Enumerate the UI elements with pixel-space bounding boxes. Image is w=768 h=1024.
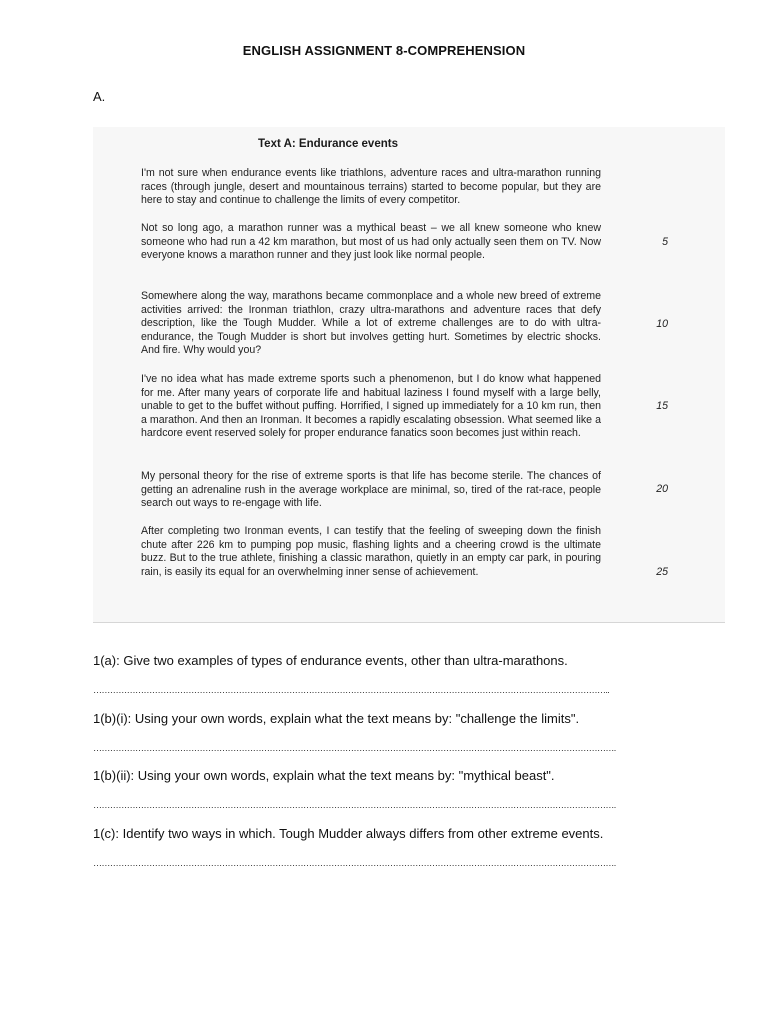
answer-line-1b-ii[interactable]: ……………………………………………………………………………………………………………………………………………………………………. bbox=[93, 800, 616, 810]
line-number: 10 bbox=[656, 318, 668, 330]
question-1a: 1(a): Give two examples of types of endurance events, other than ultra-marathons. bbox=[93, 653, 568, 668]
paragraph-1: I'm not sure when endurance events like triathlons, adventure races and ultra-marathon running races (through jungle, desert and mountainous terrains) started to become popular, but they are here to stay and continue to challenge the limits of every competitor. bbox=[141, 167, 601, 207]
paragraph-6: After completing two Ironman events, I can testify that the feeling of sweeping down the finish chute after 226 km to pumping pop music, flashing lights and a cheering crowd is the ultimate buzz. But to the true athlete, finishing a classic marathon, quietly in an empty car park, in pouring rain, is easily its equal for an overwhelming inner sense of achievement. bbox=[141, 525, 601, 578]
paragraph-5: My personal theory for the rise of extreme sports is that life has become sterile. The chances of getting an adrenaline rush in the average workplace are minimal, so, tired of the rat-race, people search out ways to re-engage with life. bbox=[141, 470, 601, 510]
answer-line-1b-i[interactable]: ……………………………………………………………………………………………………………………………………………………………………. bbox=[93, 743, 616, 753]
paragraph-2: Not so long ago, a marathon runner was a mythical beast – we all knew someone who knew someone who had run a 42 km marathon, but most of us had only actually seen them on TV. Now everyone knows a marathon runner and they just look like normal people. bbox=[141, 222, 601, 262]
answer-line-1a[interactable]: ………………………………………………………………………………………………………………………………………………………………….. bbox=[93, 685, 610, 695]
paragraph-4: I've no idea what has made extreme sports such a phenomenon, but I do know what happened for me. After many years of corporate life and habitual laziness I found myself with a large belly, unable to get to the buffet without puffing. Horrified, I signed up immediately for a 10 km run, then a marathon. And then an Ironman. It becomes a rapidly escalating obsession. What seemed like a hardcore event reserved solely for proper endurance fanatics soon becomes just within reach. bbox=[141, 373, 601, 440]
text-a-title: Text A: Endurance events bbox=[258, 138, 398, 150]
text-a-scan bbox=[93, 127, 725, 623]
question-1b-i: 1(b)(i): Using your own words, explain what the text means by: "challenge the limits". bbox=[93, 711, 580, 726]
line-number: 15 bbox=[656, 400, 668, 412]
line-number: 25 bbox=[656, 566, 668, 578]
paragraph-3: Somewhere along the way, marathons became commonplace and a whole new breed of extreme activities arrived: the Ironman triathlon, crazy ultra-marathons and adventure races that defy description, like the Tough Mudder. While a lot of extreme challenges are to do with ultra-endurance, the Tough Mudder is short but involves getting hurt. Sometimes by electric shocks. And fire. Why would you? bbox=[141, 290, 601, 357]
document-title: ENGLISH ASSIGNMENT 8-COMPREHENSION bbox=[242, 43, 526, 58]
line-number: 5 bbox=[662, 236, 668, 248]
line-number: 20 bbox=[656, 483, 668, 495]
question-1b-ii: 1(b)(ii): Using your own words, explain what the text means by: "mythical beast". bbox=[93, 768, 555, 783]
answer-line-1c[interactable]: ……………………………………………………………………………………………………………………………………………………………………. bbox=[93, 858, 616, 868]
question-1c: 1(c): Identify two ways in which. Tough Mudder always differs from other extreme events. bbox=[93, 826, 604, 841]
section-label: A. bbox=[93, 89, 106, 104]
